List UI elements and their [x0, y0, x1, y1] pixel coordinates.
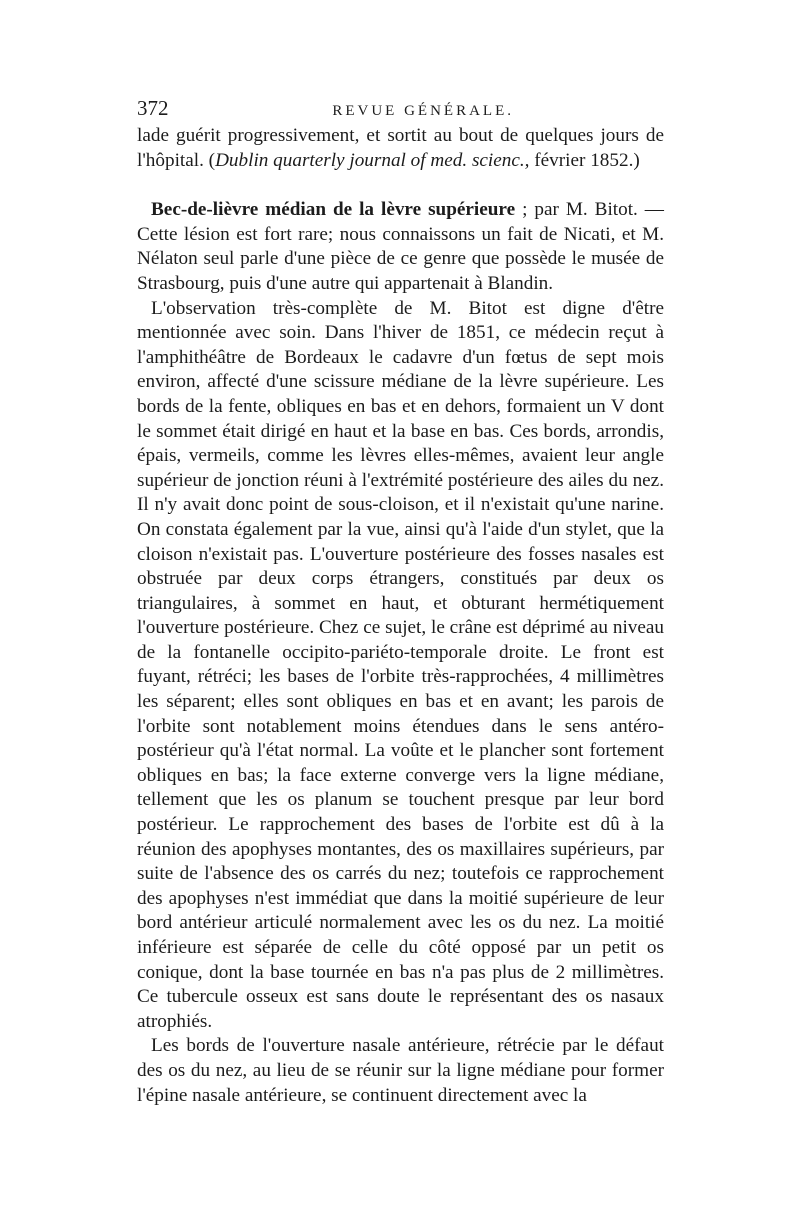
article-intro-paragraph: Bec-de-lièvre médian de la lèvre supérieure ; par M. Bitot. — Cette lésion est fort rare; nous connaissons un fait de Nicati, et M. Nélaton seul parle d'une pièce de ce genre que possède le musée de Strasbourg, puis d'une autre qui appartenait à Blandin. [137, 199, 664, 294]
page-number: 372 [137, 96, 169, 120]
nasal-borders-paragraph: Les bords de l'ouverture nasale antérieure, rétrécie par le défaut des os du nez, au lieu de se réunir sur la ligne médiane pour former l'épine nasale antérieure, se continuent directement avec la [137, 1035, 664, 1106]
paragraph-continuation: lade guérit progressivement, et sortit au bout de quelques jours de l'hôpital. (Dublin quarterly journal of med. scienc., février 1852.) [137, 125, 664, 171]
journal-citation: Dublin quarterly journal of med. scienc., [215, 149, 530, 171]
section-gap [137, 173, 664, 198]
page-body [137, 124, 664, 1108]
page-header [137, 96, 664, 121]
running-head: REVUE GÉNÉRALE. [332, 103, 514, 119]
article-title: Bec-de-lièvre médian de la lèvre supérieure [151, 199, 516, 221]
observation-paragraph: L'observation très-complète de M. Bitot est digne d'être mentionnée avec soin. Dans l'hiver de 1851, ce médecin reçut à l'amphithéâtre de Bordeaux le cadavre d'un fœtus de sept mois environ, affecté d'une scissure médiane de la lèvre supérieure. Les bords de la fente, obliques en bas et en dehors, formaient un V dont le sommet était dirigé en haut et la base en bas. Ces bords, arrondis, épais, vermeils, comme les lèvres elles-mêmes, avaient leur angle supérieur de jonction réuni à l'extrémité postérieure des ailes du nez. Il n'y avait donc point de sous-cloison, et il n'existait qu'une narine. On constata également par la vue, ainsi qu'à l'aide d'un stylet, que la cloison n'existait pas. L'ouverture postérieure des fosses nasales est obstruée par deux corps étrangers, constitués par deux os triangulaires, à sommet en haut, et obturant hermétiquement l'ouverture postérieure. Chez ce sujet, le crâne est déprimé au niveau de la fontanelle occipito-pariéto-temporale droite. Le front est fuyant, rétréci; les bases de l'orbite très-rapprochées, 4 millimètres les séparent; elles sont obliques en bas et en avant; les parois de l'orbite sont notablement moins étendues dans le sens antéro-postérieur qu'à l'état normal. La voûte et le plancher sont fortement obliques en bas; la face externe converge vers la ligne médiane, tellement que les os planum se touchent presque par leur bord postérieur. Le rapprochement des bases de l'orbite est dû à la réunion des apophyses montantes, des os maxillaires supérieurs, par suite de l'absence des os carrés du nez; toutefois ce rapprochement des apophyses n'est immédiat que dans la moitié supérieure de leur bord antérieur articulé normalement avec les os du nez. La moitié inférieure est séparée de celle du côté opposé par un petit os conique, dont la base tournée en bas n'a pas plus de 2 millimètres. Ce tubercule osseux est sans doute le représentant des os nasaux atrophiés. [137, 297, 664, 1032]
